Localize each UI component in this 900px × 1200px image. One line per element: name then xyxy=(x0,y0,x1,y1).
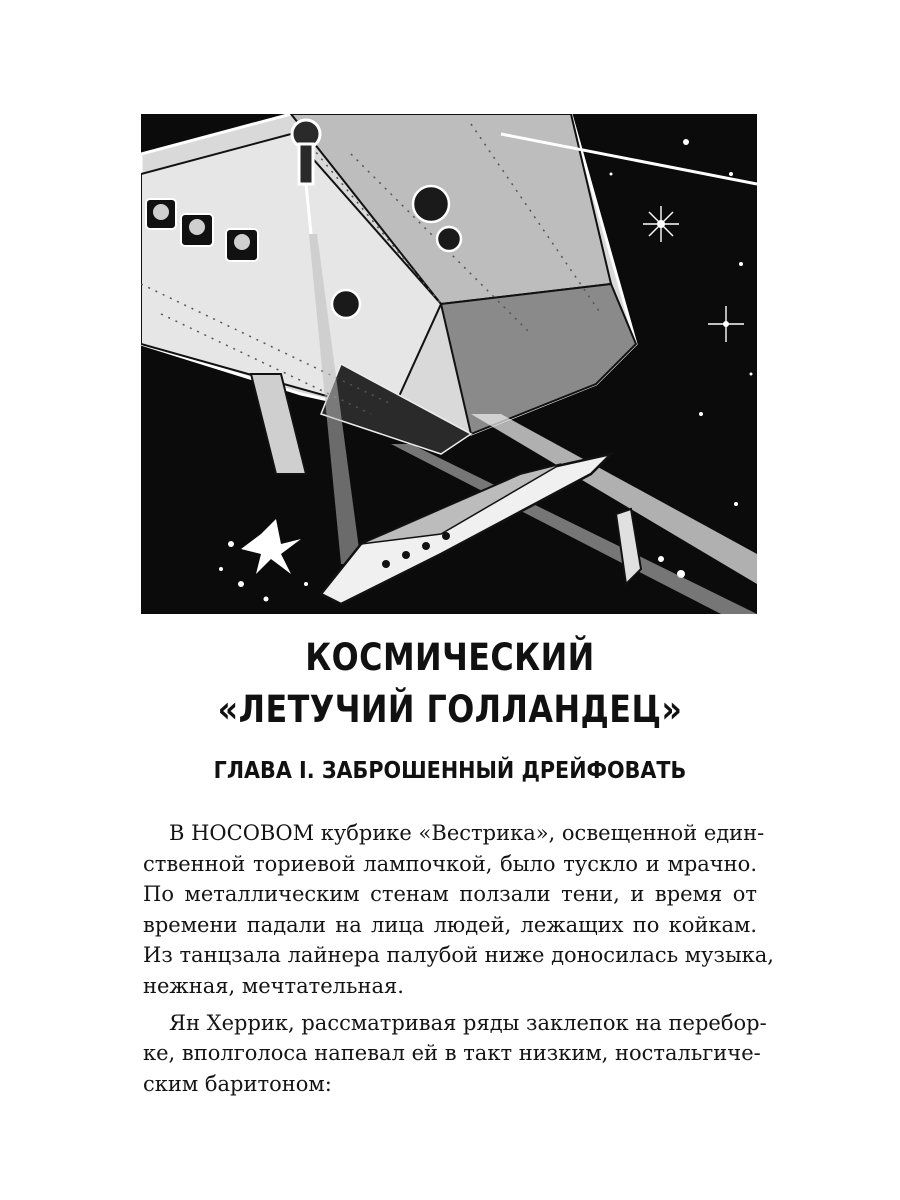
text-line: В НОСОВОМ кубрике «Вестрика», освещенной един- xyxy=(169,821,765,845)
book-title-line-1: КОСМИЧЕСКИЙ xyxy=(305,636,595,679)
text-line: ским баритоном: xyxy=(143,1071,332,1096)
book-title-line-2: «ЛЕТУЧИЙ ГОЛЛАНДЕЦ» xyxy=(217,688,683,731)
text-line: времени падали на лица людей, лежащих по койкам. xyxy=(143,912,757,937)
text-line: ственной ториевой лампочкой, было тускло и мрачно. xyxy=(143,851,757,876)
body-text xyxy=(143,818,774,1099)
chapter-illustration xyxy=(141,114,757,614)
text-line: Ян Херрик, рассматривая ряды заклепок на перебор- xyxy=(169,1010,767,1035)
text-line: По металлическим стенам ползали тени, и время от xyxy=(143,882,757,907)
chapter-heading: ГЛАВА I. ЗАБРОШЕННЫЙ ДРЕЙФОВАТЬ xyxy=(213,758,687,784)
text-line: ке, вполголоса напевал ей в такт низким, ностальгиче- xyxy=(143,1041,761,1066)
text-line: Из танцзала лайнера палубой ниже доносилась музыка, xyxy=(143,943,774,968)
text-line: нежная, мечтательная. xyxy=(143,973,404,998)
